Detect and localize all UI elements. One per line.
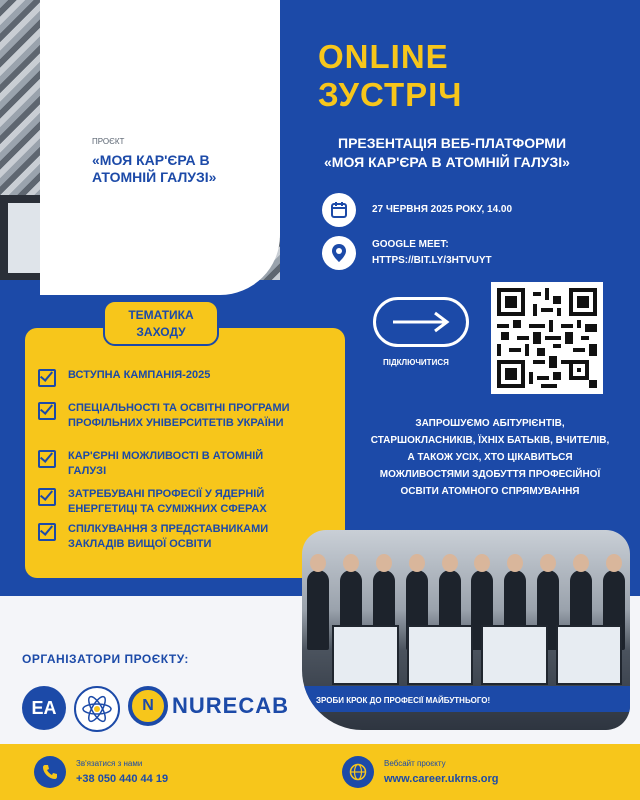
checkbox-icon xyxy=(38,523,56,541)
checkbox-icon xyxy=(38,488,56,506)
nurecab-logo xyxy=(128,686,289,726)
event-subtitle-line2: «МОЯ КАР'ЄРА В АТОМНІЙ ГАЛУЗІ» xyxy=(324,154,570,170)
phone-icon xyxy=(34,756,66,788)
invitation-text: ЗАПРОШУЄМО АБІТУРІЄНТІВ, СТАРШОКЛАСНИКІВ, ЇХНІХ БАТЬКІВ, ВЧИТЕЛІВ, А ТАКОЖ УСІХ, ХТО ЦІКАВИТЬСЯ МОЖЛИВОСТЯМИ ЗДОБУТТЯ ПРОФЕСІЙНОЇ ОСВІТИ АТОМНОГО СПРЯМУВАННЯ xyxy=(370,418,610,497)
website-label: Вебсайт проєкту xyxy=(384,759,446,768)
topic-item xyxy=(38,522,318,552)
organizers-title: ОРГАНІЗАТОРИ ПРОЄКТУ: xyxy=(22,652,189,666)
nurecab-n-icon: N xyxy=(128,686,168,726)
location-pin-icon xyxy=(322,236,356,270)
qr-code[interactable] xyxy=(491,282,603,394)
globe-icon xyxy=(342,756,374,788)
connect-label: ПІДКЛЮЧИТИСЯ xyxy=(383,358,449,367)
event-subtitle xyxy=(324,134,638,172)
event-title xyxy=(318,38,462,114)
event-title-line1: ONLINE xyxy=(318,38,449,75)
photo-caption: ЗРОБИ КРОК ДО ПРОФЕСІЇ МАЙБУТНЬОГО! xyxy=(316,696,491,705)
topic-item xyxy=(38,401,338,431)
arrow-right-icon xyxy=(391,311,451,333)
topics-header xyxy=(103,300,219,346)
topic-text: СПІЛКУВАННЯ З ПРЕДСТАВНИКАМИ ЗАКЛАДІВ ВИЩОЇ ОСВІТИ xyxy=(68,523,269,550)
checkbox-icon xyxy=(38,402,56,420)
project-title: «МОЯ КАР'ЄРА В АТОМНІЙ ГАЛУЗІ» xyxy=(92,152,217,185)
topic-text: ВСТУПНА КАМПАНІЯ-2025 xyxy=(68,369,211,381)
checkbox-icon xyxy=(38,450,56,468)
contact-label: Зв'язатися з нами xyxy=(76,759,143,768)
connect-button[interactable] xyxy=(373,297,469,347)
topics-header-line1: ТЕМАТИКА xyxy=(128,308,194,322)
atom-logo xyxy=(74,686,120,732)
topic-text: СПЕЦІАЛЬНОСТІ ТА ОСВІТНІ ПРОГРАМИ ПРОФІЛЬНИХ УНІВЕРСИТЕТІВ УКРАЇНИ xyxy=(68,402,290,429)
nurecab-text: NURECAB xyxy=(172,693,289,718)
control-monitors xyxy=(332,625,622,685)
project-label: ПРОЄКТ xyxy=(92,137,125,146)
topic-item xyxy=(38,368,338,387)
topic-text: ЗАТРЕБУВАНІ ПРОФЕСІЇ У ЯДЕРНІЙ ЕНЕРГЕТИЦІ ТА СУМІЖНИХ СФЕРАХ xyxy=(68,488,267,515)
meeting-link[interactable]: HTTPS://BIT.LY/3HTVUYT xyxy=(372,255,492,266)
topics-header-line2: ЗАХОДУ xyxy=(136,325,186,339)
event-title-line2: ЗУСТРІЧ xyxy=(318,76,463,113)
topic-text: КАР'ЄРНІ МОЖЛИВОСТІ В АТОМНІЙ ГАЛУЗІ xyxy=(68,450,264,477)
group-photo xyxy=(302,530,630,730)
calendar-icon xyxy=(322,193,356,227)
footer xyxy=(0,744,640,800)
website-link[interactable]: www.career.ukrns.org xyxy=(384,773,499,785)
meeting-platform: GOOGLE MEET: xyxy=(372,239,449,250)
event-subtitle-line1: ПРЕЗЕНТАЦІЯ ВЕБ-ПЛАТФОРМИ xyxy=(338,135,567,151)
event-date: 27 ЧЕРВНЯ 2025 РОКУ, 14.00 xyxy=(372,204,513,215)
contact-phone[interactable]: +38 050 440 44 19 xyxy=(76,773,169,785)
ea-logo: EA xyxy=(22,686,66,730)
topic-item xyxy=(38,487,318,517)
checkbox-icon xyxy=(38,369,56,387)
project-card xyxy=(40,0,280,295)
topic-item xyxy=(38,449,298,479)
